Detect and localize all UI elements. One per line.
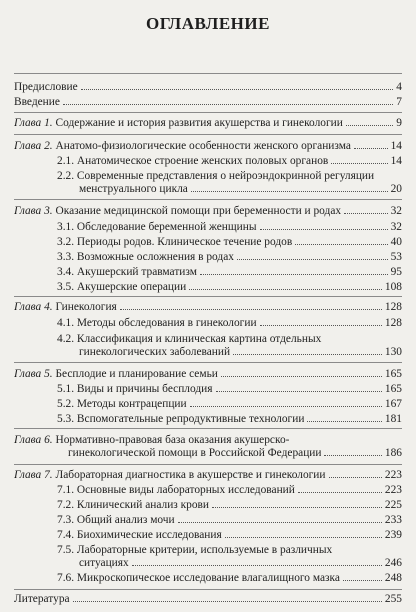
page-number: 9 [396, 117, 402, 129]
dot-leader [63, 104, 393, 105]
entry-text: Анатомо-физиологические особенности женского организма [55, 140, 351, 152]
separator [14, 73, 402, 74]
entry-text: Лабораторная диагностика в акушерстве и гинекологии [55, 469, 326, 481]
page-number: 167 [384, 398, 402, 410]
dot-leader [132, 565, 382, 566]
entry-text-continued: менструального цикла [79, 183, 188, 195]
toc-entry-chapter-4[interactable] [14, 301, 402, 314]
page-number: 223 [384, 484, 402, 496]
entry-text: 7.1. Основные виды лабораторных исследований [57, 484, 295, 496]
toc-entry-7-1[interactable] [57, 484, 402, 497]
entry-text: Нормативно-правовая база оказания акушерско- [55, 434, 290, 446]
dot-leader [221, 376, 382, 377]
dot-leader [298, 492, 382, 493]
entry-text: 2.2. Современные представления о нейроэндокринной регуляции [57, 170, 375, 182]
page-number: 186 [384, 447, 402, 459]
dot-leader [343, 580, 382, 581]
entry-text: 2.1. Анатомическое строение женских половых органов [57, 155, 329, 167]
entry-text: 3.3. Возможные осложнения в родах [57, 251, 234, 263]
separator [14, 296, 402, 297]
toc-entry-chapter-6[interactable] [14, 434, 402, 460]
dot-leader [260, 229, 388, 230]
entry-text: 7.5. Лабораторные критерии, используемые в различных [57, 544, 333, 556]
entry-text: Литература [14, 593, 70, 605]
entry-text: 3.5. Акушерские операции [57, 281, 187, 293]
toc-entry-3-4[interactable] [57, 266, 402, 279]
dot-leader [307, 421, 381, 422]
dot-leader [295, 244, 387, 245]
chapter-label: Глава 2. [14, 140, 53, 152]
dot-leader [225, 537, 382, 538]
toc-entry-3-2[interactable] [57, 236, 402, 249]
page-number: 223 [384, 469, 402, 481]
entry-text: 3.2. Периоды родов. Клиническое течение родов [57, 236, 293, 248]
page-number: 7 [396, 96, 402, 108]
page-number: 246 [384, 557, 402, 569]
entry-text: 4.1. Методы обследования в гинекологии [57, 317, 257, 329]
page-number: 128 [384, 317, 402, 329]
entry-text: Содержание и история развития акушерства и гинекологии [55, 117, 343, 129]
entry-text: Оказание медицинской помощи при беременности и родах [55, 205, 342, 217]
entry-text: 5.1. Виды и причины бесплодия [57, 383, 213, 395]
page-number: 14 [390, 140, 402, 152]
separator [14, 362, 402, 363]
dot-leader [189, 289, 382, 290]
toc-entry-7-5[interactable] [57, 544, 402, 570]
page-number: 248 [384, 572, 402, 584]
page-number: 225 [384, 499, 402, 511]
toc-entry-7-2[interactable] [57, 499, 402, 512]
separator [14, 589, 402, 590]
dot-leader [354, 148, 388, 149]
toc-entry-3-1[interactable] [57, 221, 402, 234]
dot-leader [120, 309, 382, 310]
entry-text-continued: ситуациях [79, 557, 129, 569]
chapter-label: Глава 5. [14, 368, 53, 380]
page-number: 165 [384, 368, 402, 380]
entry-text: 7.3. Общий анализ мочи [57, 514, 175, 526]
toc-entry-chapter-3[interactable] [14, 205, 402, 218]
dot-leader [260, 325, 382, 326]
separator [14, 464, 402, 465]
toc-entry-introduction[interactable] [14, 96, 402, 109]
toc-entry-3-3[interactable] [57, 251, 402, 264]
separator [14, 134, 402, 135]
page-number: 255 [384, 593, 402, 605]
chapter-label: Глава 7. [14, 469, 53, 481]
page-number: 233 [384, 514, 402, 526]
chapter-label: Глава 3. [14, 205, 53, 217]
dot-leader [216, 391, 382, 392]
toc-entry-chapter-2[interactable] [14, 140, 402, 153]
page-title: ОГЛАВЛЕНИЕ [146, 14, 270, 33]
page-number: 165 [384, 383, 402, 395]
dot-leader [329, 477, 382, 478]
toc-entry-7-6[interactable] [57, 572, 402, 585]
separator [14, 199, 402, 200]
page-number: 239 [384, 529, 402, 541]
toc-entry-4-2[interactable] [57, 333, 402, 359]
dot-leader [191, 191, 388, 192]
page-number: 40 [390, 236, 402, 248]
toc-entry-5-3[interactable] [57, 413, 402, 426]
dot-leader [324, 455, 381, 456]
page-number: 130 [384, 346, 402, 358]
entry-text: 7.2. Клинический анализ крови [57, 499, 210, 511]
page-number: 14 [390, 155, 402, 167]
separator [14, 112, 402, 113]
toc-entry-7-4[interactable] [57, 529, 402, 542]
toc-entry-3-5[interactable] [57, 281, 402, 294]
toc-entry-7-3[interactable] [57, 514, 402, 527]
entry-text: Введение [14, 96, 60, 108]
entry-text: Предисловие [14, 81, 78, 93]
dot-leader [81, 89, 394, 90]
page-number: 20 [390, 183, 402, 195]
dot-leader [200, 274, 388, 275]
page-number: 4 [396, 81, 402, 93]
entry-text: 5.2. Методы контрацепции [57, 398, 187, 410]
toc-entry-chapter-7[interactable] [14, 469, 402, 482]
entry-text: 3.4. Акушерский травматизм [57, 266, 197, 278]
entry-text: 7.6. Микроскопическое исследование влагалищного мазка [57, 572, 340, 584]
entry-text: 5.3. Вспомогательные репродуктивные технологии [57, 413, 305, 425]
toc-entry-chapter-5[interactable] [14, 368, 402, 381]
entry-text: Гинекология [55, 301, 117, 313]
page-number: 53 [390, 251, 402, 263]
dot-leader [212, 507, 382, 508]
dot-leader [178, 522, 382, 523]
dot-leader [344, 213, 388, 214]
toc-entry-5-1[interactable] [57, 383, 402, 396]
entry-text: 7.4. Биохимические исследования [57, 529, 222, 541]
page-number: 181 [384, 413, 402, 425]
separator [14, 428, 402, 429]
chapter-label: Глава 6. [14, 434, 53, 446]
toc-entry-2-2[interactable] [57, 170, 402, 196]
toc-entry-4-1[interactable] [57, 317, 402, 330]
page-number: 108 [384, 281, 402, 293]
toc-entry-5-2[interactable] [57, 398, 402, 411]
entry-text: 3.1. Обследование беременной женщины [57, 221, 257, 233]
dot-leader [190, 406, 382, 407]
entry-text: 4.2. Классификация и клиническая картина отдельных [57, 333, 322, 345]
toc-entry-references[interactable] [14, 593, 402, 606]
page-number: 32 [390, 205, 402, 217]
page-number: 32 [390, 221, 402, 233]
dot-leader [331, 163, 387, 164]
toc-entry-chapter-1[interactable] [14, 117, 402, 130]
dot-leader [73, 601, 382, 602]
dot-leader [346, 125, 393, 126]
chapter-label: Глава 4. [14, 301, 53, 313]
dot-leader [233, 354, 382, 355]
entry-text-continued: гинекологических заболеваний [79, 346, 231, 358]
dot-leader [237, 259, 388, 260]
entry-text: Бесплодие и планирование семьи [55, 368, 218, 380]
toc-entry-preface[interactable] [14, 81, 402, 94]
entry-text-continued: гинекологической помощи в Российской Федерации [68, 447, 322, 459]
toc-entry-2-1[interactable] [57, 155, 402, 168]
page-number: 128 [384, 301, 402, 313]
page-number: 95 [390, 266, 402, 278]
chapter-label: Глава 1. [14, 117, 53, 129]
